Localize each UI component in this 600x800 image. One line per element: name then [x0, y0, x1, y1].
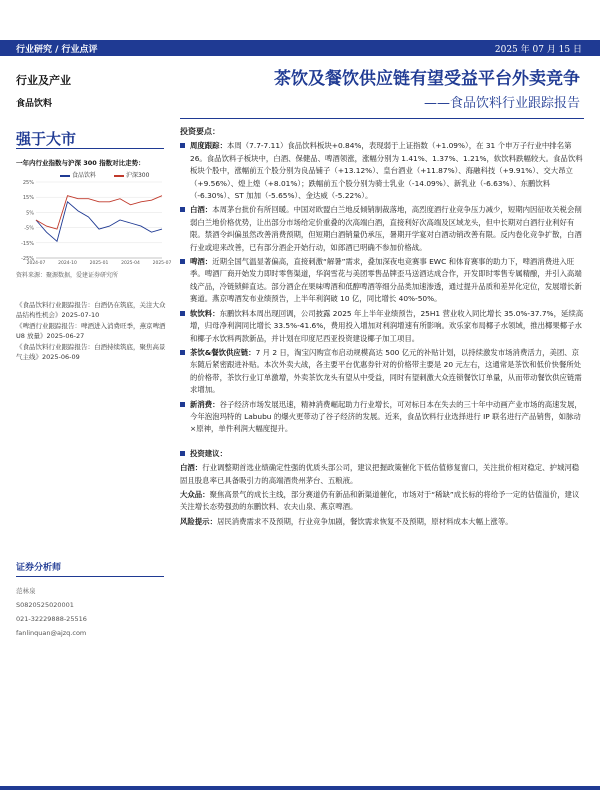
- item-label: 周度跟踪：: [190, 141, 227, 151]
- rating-divider: [16, 148, 164, 149]
- y-tick-label: 5%: [26, 210, 34, 217]
- item-text: 7 月 2 日，淘宝闪购宣布启动规模高达 500 亿元的补贴计划，以持续激发市场消费活力，美团、京东随后紧密跟进补贴。本次外卖大战，各主要平台优惠券针对的价格带主要是 20 元左右，这通常是茶饮和低价快餐所处的价格带，茶饮行业订单激增，外卖茶饮龙头有望从中受益，同时有望刺激大众连锁餐饮订单量，从而带动餐饮供应链需求增加。: [190, 347, 582, 395]
- breadcrumb: 行业研究 / 行业点评: [16, 45, 98, 55]
- item-text: 本周茅台批价有所回暖。中国对欧盟白兰地反倾销制裁落地，高烈度酒行业竞争压力减少，短期内因征收关税会削弱白兰地价格优势，让出部分市场给定价重叠的次高端白酒，直接利好次高端及区域龙头，但中长期对白酒行业利好有限。禁酒令纠偏虽然改善消费预期，但短期白酒销量仍承压，暑期开学宴对白酒动销改善有限。反内卷化竞争扩散，白酒行业或迎来改善，已有部分酒企开始行动，如郎酒已明确不参加价格战。: [190, 205, 582, 252]
- highlight-item: [180, 204, 584, 254]
- x-tick-label: 2024-07: [26, 261, 46, 266]
- item-label: 软饮料：: [190, 308, 220, 318]
- bullet-square-icon: [180, 143, 185, 148]
- item-label: 啤酒：: [190, 257, 213, 267]
- item-label: 白酒：: [190, 205, 213, 215]
- related-report[interactable]: 《食品饮料行业跟踪报告：白酒持续筑底，聚焦高景气主线》2025-06-09: [16, 343, 166, 361]
- suggest-item: [180, 462, 584, 487]
- y-tick-label: 15%: [22, 195, 34, 202]
- x-tick-label: 2025-07: [152, 261, 172, 266]
- suggest-text: 行业调整期首选业绩确定性强的优质头部公司，建议把握政策催化下低估值修复窗口，关注批价相对稳定、护城河稳固且股息率已具备吸引力的高端酒贵州茅台、五粮液。: [180, 463, 580, 485]
- bullet-square-icon: [180, 259, 185, 264]
- item-text: 本周（7.7-7.11）食品饮料板块+0.84%，表现弱于上证指数（+1.09%），在 31 个申万子行业中排名第 26。食品饮料子板块中，白酒、保健品、啤酒领涨，涨幅分别为 1.41%、1.37%、1.21%，软饮料跌幅较大。食品饮料板块个股中，涨幅前五个股分别为良品铺子（+13.12%）、皇台酒业（+11.87%）、海融科技（+9.91%）、交大昂立（+9.56%）、煌上煌（+8.01%）；跌幅前五个股分别为骑士乳业（-14.09%）、新乳业（-6.63%）、东鹏饮料（-6.30%）、ST 加加（-5.65%）、金达威（-5.22%）。: [190, 141, 583, 201]
- y-tick-label: -5%: [24, 225, 34, 232]
- legend-industry-label: 食品饮料: [72, 172, 97, 179]
- report-date: 2025 年 07 月 15 日: [494, 45, 582, 55]
- performance-chart: [14, 178, 172, 266]
- analyst-divider: [16, 576, 164, 577]
- analyst-name: 范林泉: [16, 587, 36, 595]
- bullet-square-icon: [180, 350, 185, 355]
- report-subtitle: ——食品饮料行业跟踪报告: [423, 96, 580, 111]
- header-bar: [0, 40, 600, 56]
- item-label: 新消费：: [190, 399, 220, 409]
- x-tick-label: 2024-10: [58, 261, 77, 266]
- bullet-square-icon: [180, 311, 185, 316]
- suggest-item: [180, 516, 584, 528]
- report-body: [180, 126, 584, 530]
- suggest-label: 白酒：: [180, 463, 203, 473]
- highlights-heading: 投资要点：: [180, 127, 220, 136]
- x-tick-label: 2025-01: [89, 261, 109, 266]
- title-divider: [180, 118, 584, 119]
- suggest-item: [180, 489, 584, 514]
- analyst-title: 证券分析师: [16, 563, 62, 573]
- analyst-license: S0820525020001: [16, 601, 74, 609]
- x-tick-label: 2025-04: [121, 261, 140, 266]
- series-line-industry: [36, 202, 162, 242]
- suggest-text: 聚焦高景气的成长主线，部分赛道仍有新品和新渠道催化，市场对于“稀缺”成长标的将给予一定的估值溢价，建议关注增长态势强劲的东鹏饮料、农夫山泉、燕京啤酒。: [180, 489, 580, 512]
- item-text: 近期全国气温显著偏高，直接刺激“解暑”需求，叠加深夜电竞赛事 EWC 和体育赛事的助力下，啤酒消费进入旺季。啤酒厂商开始发力即时零售渠道，华润雪花与美团零售品牌歪马送酒达成合作，开发即时零售专属精酿，并引入高端线产品，冷链锁鲜直达。部分酒企在果味啤酒和低醇啤酒等细分品类加速渗透，通过提升品质和差异化定位，发展增长新赛道。燕京啤酒发布业绩预告，上半年利润破 10 亿，同比增长 40%-50%。: [190, 257, 582, 304]
- bullet-square-icon: [180, 451, 185, 456]
- related-report[interactable]: 《食品饮料行业跟踪报告：白酒仍在筑底，关注大众品结构性机会》2025-07-10: [16, 301, 166, 319]
- suggest-heading: 投资建议：: [190, 448, 227, 458]
- footer-bar: [0, 786, 600, 790]
- suggest-text: 居民消费需求不及预期，行业竞争加剧，餐饮需求恢复不及预期，原材料成本大幅上涨等。: [216, 516, 513, 526]
- highlight-item: [180, 256, 584, 306]
- report-title: 茶饮及餐饮供应链有望受益平台外卖竞争: [274, 69, 580, 89]
- chart-source: 资料来源：聚源数据，爱建证券研究所: [16, 272, 119, 279]
- highlight-item: [180, 140, 584, 202]
- y-tick-label: -15%: [21, 240, 34, 247]
- item-label: 茶饮&餐饮供应链：: [190, 347, 256, 357]
- highlight-item: [180, 308, 584, 345]
- analyst-phone: 021-32229888-25516: [16, 615, 87, 623]
- sub-industry-label: 食品饮料: [16, 99, 53, 109]
- y-tick-label: 25%: [22, 180, 34, 186]
- item-text: 东鹏饮料本周出现回调，公司披露 2025 年上半年业绩预告，25H1 营业收入同比增长 35.0%-37.7%，延续高增，归母净利润同比增长 33.5%-41.6%，费用投入增加对利润增速有所影响。欢乐家布局椰子水领域，推出椰果椰子水和椰子水饮料两款新品，并计划在印度尼西亚投资建设椰子加工项目。: [190, 308, 584, 343]
- bullet-square-icon: [180, 402, 185, 407]
- highlight-item: [180, 399, 584, 436]
- legend-index-label: 沪深300: [125, 172, 150, 179]
- item-text: 谷子经济市场发展迅速，精神消费崛起助力行业增长，可对标日本在失去的三十年中动画产业市场的高速发展，今年泡泡玛特的 Labubu 的爆火更带动了谷子经济的发展。近来，食品饮料行业选择进行 IP 联名进行产品销售，如脉动×原神，单件利润大幅度提升。: [190, 399, 582, 434]
- bullet-square-icon: [180, 207, 185, 212]
- suggestions: [180, 462, 584, 528]
- analyst-info: [16, 584, 87, 640]
- rating: 强于大市: [16, 130, 77, 148]
- suggest-heading-row: [180, 448, 584, 460]
- related-report[interactable]: 《啤酒行业跟踪报告：啤酒进入消费旺季，燕京啤酒 U8 放量》2025-06-27: [16, 322, 166, 340]
- related-reports: [16, 300, 166, 363]
- analyst-email[interactable]: fanlinquan@ajzq.com: [16, 629, 87, 637]
- highlight-item: [180, 347, 584, 397]
- chart-title: 一年内行业指数与沪深 300 指数对比走势：: [16, 159, 145, 167]
- left-column: [16, 72, 166, 109]
- y-tick-label: -25%: [21, 256, 34, 262]
- industry-label: 行业及产业: [16, 74, 71, 87]
- suggest-label: 风险提示：: [180, 516, 217, 526]
- suggest-label: 大众品：: [180, 489, 210, 499]
